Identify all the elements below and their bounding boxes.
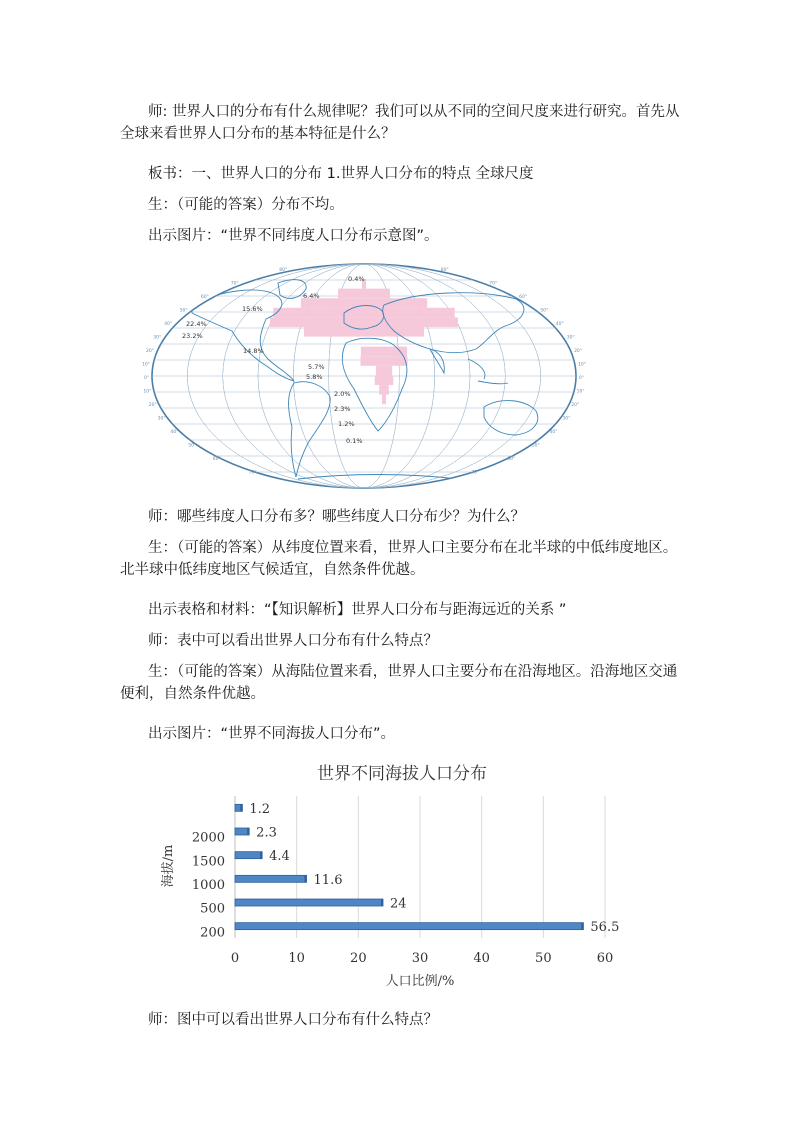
paragraph-6: 生：（可能的答案）从纬度位置来看，世界人口主要分布在北半球的中低纬度地区。北半球中低纬度地区气候适宜，自然条件优越。	[120, 540, 678, 578]
paragraph-1: 师: 世界人口的分布有什么规律呢？我们可以从不同的空间尺度来进行研究。首先从全球来看世界人口分布的基本特征是什么？	[120, 104, 680, 142]
degree-label: 60°	[212, 457, 221, 462]
x-tick-label: 50	[535, 951, 552, 966]
paragraph-11: 师：图中可以看出世界人口分布有什么特点？	[148, 1012, 438, 1028]
degree-label: 10°	[141, 362, 150, 368]
x-tick-label: 10	[288, 951, 305, 966]
degree-label: 50°	[188, 443, 197, 449]
bar	[235, 852, 262, 859]
x-tick-label: 60	[596, 951, 614, 966]
paragraph-10: 出示图片：“世界不同海拔人口分布”。	[148, 726, 396, 742]
x-tick-label: 0	[230, 951, 240, 966]
chart-y-axis-label: 海拔/m	[161, 844, 176, 888]
bar	[235, 828, 249, 835]
degree-label: 30°	[566, 335, 575, 341]
x-tick-label: 20	[350, 951, 367, 966]
bar-value-label: 56.5	[590, 920, 620, 936]
degree-label: 80°	[440, 268, 449, 273]
bar-end	[247, 828, 249, 835]
degree-label: 60°	[507, 457, 516, 462]
paragraph-7: 出示表格和材料：“【知识解析】世界人口分布与距海远近的关系 ”	[148, 602, 567, 618]
latitude-band-bar	[361, 356, 408, 366]
degree-label: 30°	[562, 416, 571, 422]
degree-label: 30°	[153, 335, 162, 341]
bar	[235, 875, 307, 882]
degree-label: 70°	[489, 281, 498, 287]
y-tick-label: 500	[200, 901, 225, 917]
bar	[235, 899, 383, 906]
bar-value-label: 1.2	[249, 801, 271, 817]
y-tick-label: 1500	[191, 854, 225, 870]
degree-label: 50°	[531, 443, 540, 449]
latitude-percent-label: 1.2%	[338, 420, 355, 428]
paragraph-9: 生：（可能的答案）从海陆位置来看，世界人口主要分布在沿海地区。沿海地区交通便利，自然条件优越。	[120, 664, 678, 702]
altitude-population-chart	[150, 758, 650, 993]
chart-title: 世界不同海拔人口分布	[317, 764, 487, 784]
degree-label: 10°	[578, 362, 587, 368]
x-tick-label: 30	[411, 951, 429, 966]
chart-bars	[235, 801, 583, 929]
degree-label: 50°	[540, 308, 549, 314]
degree-label: 20°	[574, 349, 583, 354]
latitude-band-bar	[382, 395, 386, 405]
degree-label: 70°	[471, 470, 480, 476]
latitude-percent-label: 2.3%	[334, 405, 351, 413]
latitude-band-bar	[375, 375, 394, 385]
bar-end	[581, 923, 583, 930]
degree-label: 40°	[555, 322, 564, 327]
bar-end	[240, 804, 242, 811]
latitude-percent-label: 0.4%	[348, 275, 365, 283]
chart-x-axis-label: 人口比例/%	[385, 974, 455, 989]
paragraph-8: 师：表中可以看出世界人口分布有什么特点？	[148, 633, 438, 649]
y-tick-label: 2000	[191, 830, 225, 846]
degree-label: 40°	[549, 430, 558, 435]
degree-label: 30°	[157, 416, 166, 422]
bar-value-label: 2.3	[256, 825, 277, 841]
latitude-band-bar	[273, 308, 454, 318]
latitude-band-bar	[379, 385, 389, 395]
degree-label: 0°	[578, 376, 585, 381]
latitude-percent-label: 14.8%	[243, 347, 264, 355]
degree-label: 40°	[164, 322, 173, 327]
bar	[235, 923, 583, 930]
chart-gridlines	[235, 796, 605, 938]
paragraph-5: 师：哪些纬度人口分布多？哪些纬度人口分布少？为什么？	[148, 509, 525, 525]
paragraph-3: 生：（可能的答案）分布不均。	[148, 197, 344, 213]
latitude-band-bar	[304, 327, 424, 337]
bar-end	[260, 852, 262, 859]
degree-label: 60°	[200, 295, 209, 300]
x-tick-label: 40	[473, 951, 490, 966]
degree-label: 50°	[179, 308, 188, 314]
bar-end	[381, 899, 383, 906]
latitude-percent-label: 22.4%	[186, 320, 207, 328]
degree-label: 20°	[145, 349, 154, 354]
latitude-band-bar	[301, 298, 427, 308]
latitude-band-bar	[338, 289, 390, 299]
latitude-percent-label: 2.0%	[334, 390, 351, 398]
degree-label: 10°	[143, 389, 152, 395]
degree-label: 0°	[143, 376, 150, 381]
degree-label: 70°	[230, 281, 239, 287]
degree-label: 20°	[571, 403, 580, 408]
latitude-band-bar	[270, 317, 458, 327]
bar-end	[305, 875, 307, 882]
degree-label: 70°	[248, 470, 257, 476]
bar-value-label: 24	[390, 896, 407, 912]
degree-label: 10°	[576, 389, 585, 395]
degree-label: 60°	[519, 295, 528, 300]
degree-label: 80°	[279, 268, 288, 273]
chart-y-ticks	[192, 831, 225, 941]
latitude-percent-label: 5.8%	[306, 373, 323, 381]
degree-label: 20°	[148, 403, 157, 408]
chart-value-labels	[249, 802, 619, 935]
latitude-band-bar	[376, 366, 392, 376]
latitude-percent-label: 5.7%	[308, 363, 325, 371]
latitude-percent-label: 0.1%	[346, 437, 363, 445]
world-latitude-population-map	[141, 255, 587, 495]
bar-value-label: 4.4	[269, 849, 290, 865]
y-tick-label: 200	[200, 925, 225, 941]
chart-x-ticks	[231, 951, 613, 966]
paragraph-4: 出示图片：“世界不同纬度人口分布示意图”。	[148, 228, 439, 244]
latitude-percent-label: 15.6%	[242, 305, 263, 313]
y-tick-label: 1000	[191, 878, 225, 893]
latitude-percent-label: 6.4%	[303, 292, 320, 300]
degree-label: 40°	[170, 430, 179, 435]
paragraph-2: 板书：一、世界人口的分布 1.世界人口分布的特点 全球尺度	[148, 166, 534, 182]
latitude-percent-label: 23.2%	[182, 332, 203, 340]
bar-value-label: 11.6	[313, 872, 343, 888]
